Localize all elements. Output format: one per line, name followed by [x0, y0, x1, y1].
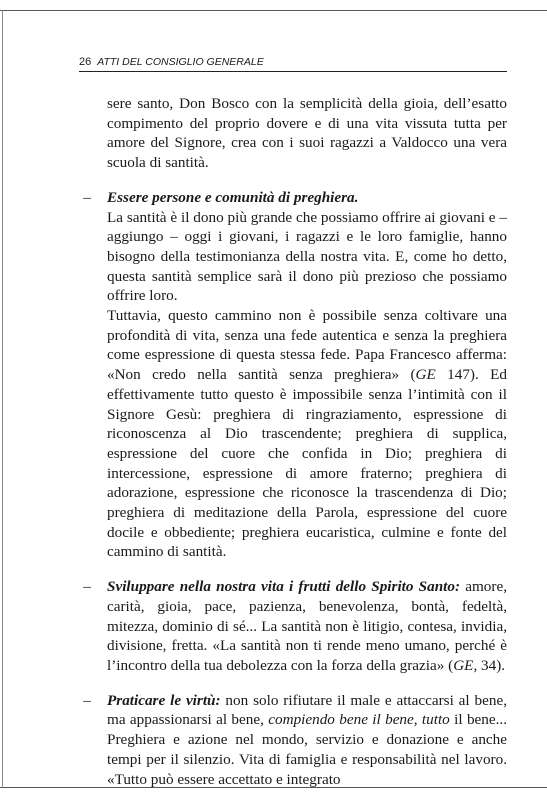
item-paragraph: La santità è il dono più grande che possiamo offrire ai giovani e – aggiungo – oggi i giovani, i ragazzi e le loro famiglie, hanno bisogno della testimonianza della nostra vita. E, come ho detto, questa santità semplice sarà il dono più prezioso che possiamo offrire loro. [107, 208, 507, 305]
text-run: amore, carità, gioia, pace, pazienza, benevolenza, bontà, fedeltà, mitezza, dominio di sé... La santità non è litigio, contesa, invidia, divisione, fretta. «La santità non ti rende meno umano, perché è l’incontro della tua debolezza con la forza della grazia» ( [107, 578, 507, 674]
item-paragraph [107, 577, 507, 676]
item-heading: Praticare le virtù: [107, 691, 221, 709]
list-dash: – [83, 691, 91, 709]
running-header [79, 56, 485, 68]
header-rule [79, 71, 507, 72]
text-run: non solo rifiutare il male e attaccarsi al bene, ma appassionarsi al bene, [107, 691, 507, 729]
list-dash: – [83, 578, 91, 596]
scan-border-left [2, 10, 3, 788]
list-item-prayer [83, 188, 507, 562]
list-dash: – [83, 188, 91, 206]
item-heading: Essere persone e comunità di preghiera. [107, 188, 359, 206]
text-run: , 34). [473, 656, 506, 674]
list-item-fruits [83, 577, 507, 676]
citation-ref: GE [453, 656, 474, 674]
citation-ref: GE [415, 366, 436, 384]
scan-border-top [0, 10, 547, 11]
running-title: ATTI DEL CONSIGLIO GENERALE [97, 56, 264, 68]
italic-phrase: compiendo bene il bene, tutto [268, 711, 450, 729]
text-run: Tuttavia, questo cammino non è possibile senza coltivare una profondità di vita, senza una fede autentica e senza la preghiera come espressione di questa stessa fede. Papa Francesco afferma: «Non credo nella santità senza preghiera» ( [107, 307, 507, 384]
item-paragraph [107, 691, 507, 790]
item-paragraph [107, 306, 507, 562]
text-run: il bene... Preghiera e azione nel mondo, servizio e donazione e anche tempi per il silenzio. Vita di famiglia e responsabilità nel lavoro. «Tutto può essere accettato e integrato [107, 711, 508, 788]
text-run: 147). Ed effettivamente tutto questo è impossibile senza l’intimità con il Signore Gesù: preghiera di ringraziamento, espressione di riconoscenza al Dio trascendente; preghiera di supplica, espressione del cuore che confida in Dio; preghiera di intercessione, espressione di amore fraterno; preghiera di adorazione, espressione che riconosce la trascendenza di Dio; preghiera di meditazione della Parola, espressione del cuore docile e obbediente; preghiera eucaristica, culmine e fonte del cammino di santità. [107, 366, 507, 561]
intro-paragraph: sere santo, Don Bosco con la semplicità della gioia, dell’esatto compimento del proprio dovere e di una vita vissuta tutta per amore del Signore, crea con i suoi ragazzi a Valdocco una vera scuola di santità. [107, 95, 507, 172]
item-heading: Sviluppare nella nostra vita i frutti dello Spirito Santo: [107, 578, 461, 596]
page-body [83, 94, 508, 789]
list-item-virtues [83, 691, 508, 790]
page-number: 26 [79, 56, 92, 68]
